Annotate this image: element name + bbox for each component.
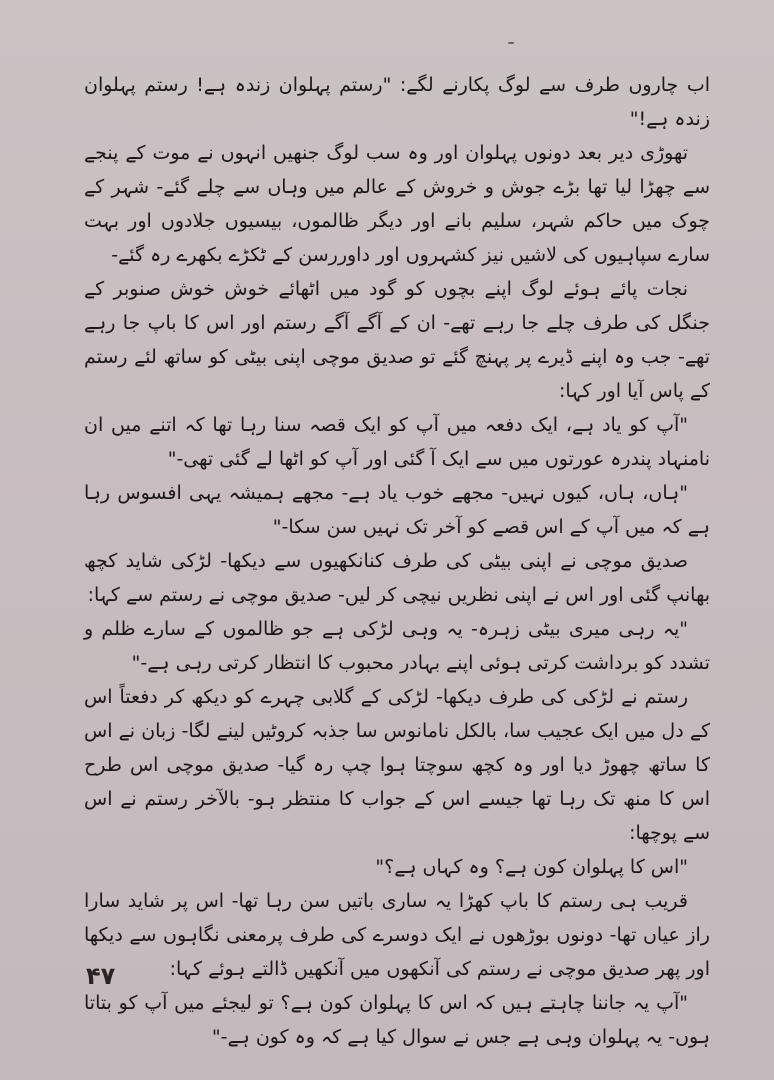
paragraph-7: "یہ رہی میری بیٹی زہرہ- یہ وہی لڑکی ہے جو ظالموں کے سارے ظلم و تشدد کو برداشت کرتی ہوئی اپنے بہادر محبوب کا انتظار کرتی رہی ہے-" <box>84 618 710 674</box>
paragraph-2: تھوڑی دیر بعد دونوں پہلوان اور وہ سب لوگ جنھیں انہوں نے موت کے پنجے سے چھڑا لیا تھا بڑے جوش و خروش کے عالم میں وہاں سے چلے گئے- شہر کے چوک میں حاکم شہر، سلیم بانے اور دیگر ظالموں، بیسیوں جلادوں اور بہت سارے سپاہیوں کی لاشیں نیز کشہروں اور داوررسن کے ٹکڑے بکھرے رہ گئے- <box>84 142 710 266</box>
paragraph-6: صدیق موچی نے اپنی بیٹی کی طرف کنانکھیوں سے دیکھا- لڑکی شاید کچھ بھانپ گئی اور اس نے اپنی نظریں نیچی کر لیں- صدیق موچی نے رستم سے کہا: <box>84 550 710 606</box>
paragraph-1: اب چاروں طرف سے لوگ پکارنے لگے: "رستم پہلوان زندہ ہے! رستم پہلوان زندہ ہے!" <box>84 74 710 130</box>
paragraph-9: "اس کا پہلوان کون ہے؟ وہ کہاں ہے؟" <box>375 856 688 878</box>
paragraph-11: "آپ یہ جاننا چاہتے ہیں کہ اس کا پہلوان کون ہے؟ تو لیجئے میں آپ کو بتاتا ہوں- یہ پہلوان وہی ہے جس نے سوال کیا ہے کہ وہ کون ہے-" <box>84 992 710 1048</box>
paragraph-3: نجات پائے ہوئے لوگ اپنے بچوں کو گود میں اٹھائے خوش خوش صنوبر کے جنگل کی طرف چلے جا رہے تھے- ان کے آگے آگے رستم اور اس کا باپ جا رہے تھے- جب وہ اپنے ڈیرے پر پہنچ گئے تو صدیق موچی اپنی بیٹی کو ساتھ لئے رستم کے پاس آیا اور کہا: <box>84 278 710 402</box>
body-text <box>84 68 710 1054</box>
paragraph-8: رستم نے لڑکی کی طرف دیکھا- لڑکی کے گلابی چہرے کو دیکھ کر دفعتاً اس کے دل میں ایک عجیب سا، بالکل نامانوس سا جذبہ کروٹیں لینے لگا- زبان نے اس کا ساتھ چھوڑ دیا اور وہ کچھ سوچتا ہوا چپ رہ گیا- صدیق موچی اس طرح اس کا منھ تک رہا تھا جیسے اس کے جواب کا منتظر ہو- بالآخر رستم نے اس سے پوچھا: <box>84 686 710 844</box>
page-number: ۴۷ <box>86 962 116 990</box>
paragraph-5: "ہاں، ہاں، کیوں نہیں- مجھے خوب یاد ہے- مجھے ہمیشہ یہی افسوس رہا ہے کہ میں آپ کے اس قصے کو آخر تک نہیں سن سکا-" <box>84 482 710 538</box>
paragraph-10: قریب ہی رستم کا باپ کھڑا یہ ساری باتیں سن رہا تھا- اس پر شاید سارا راز عیاں تھا- دونوں بوڑھوں نے ایک دوسرے کی طرف پرمعنی نگاہوں سے دیکھا اور پھر صدیق موچی نے رستم کی آنکھوں میں آنکھیں ڈالتے ہوئے کہا: <box>84 890 710 980</box>
paragraph-4: "آپ کو یاد ہے، ایک دفعہ میں آپ کو ایک قصہ سنا رہا تھا کہ اتنے میں ان نامنہاد پندرہ عورتوں میں سے ایک آ گئی اور آپ کو اٹھا لے گئی تھی-" <box>84 414 710 470</box>
paper-speck <box>508 42 514 44</box>
